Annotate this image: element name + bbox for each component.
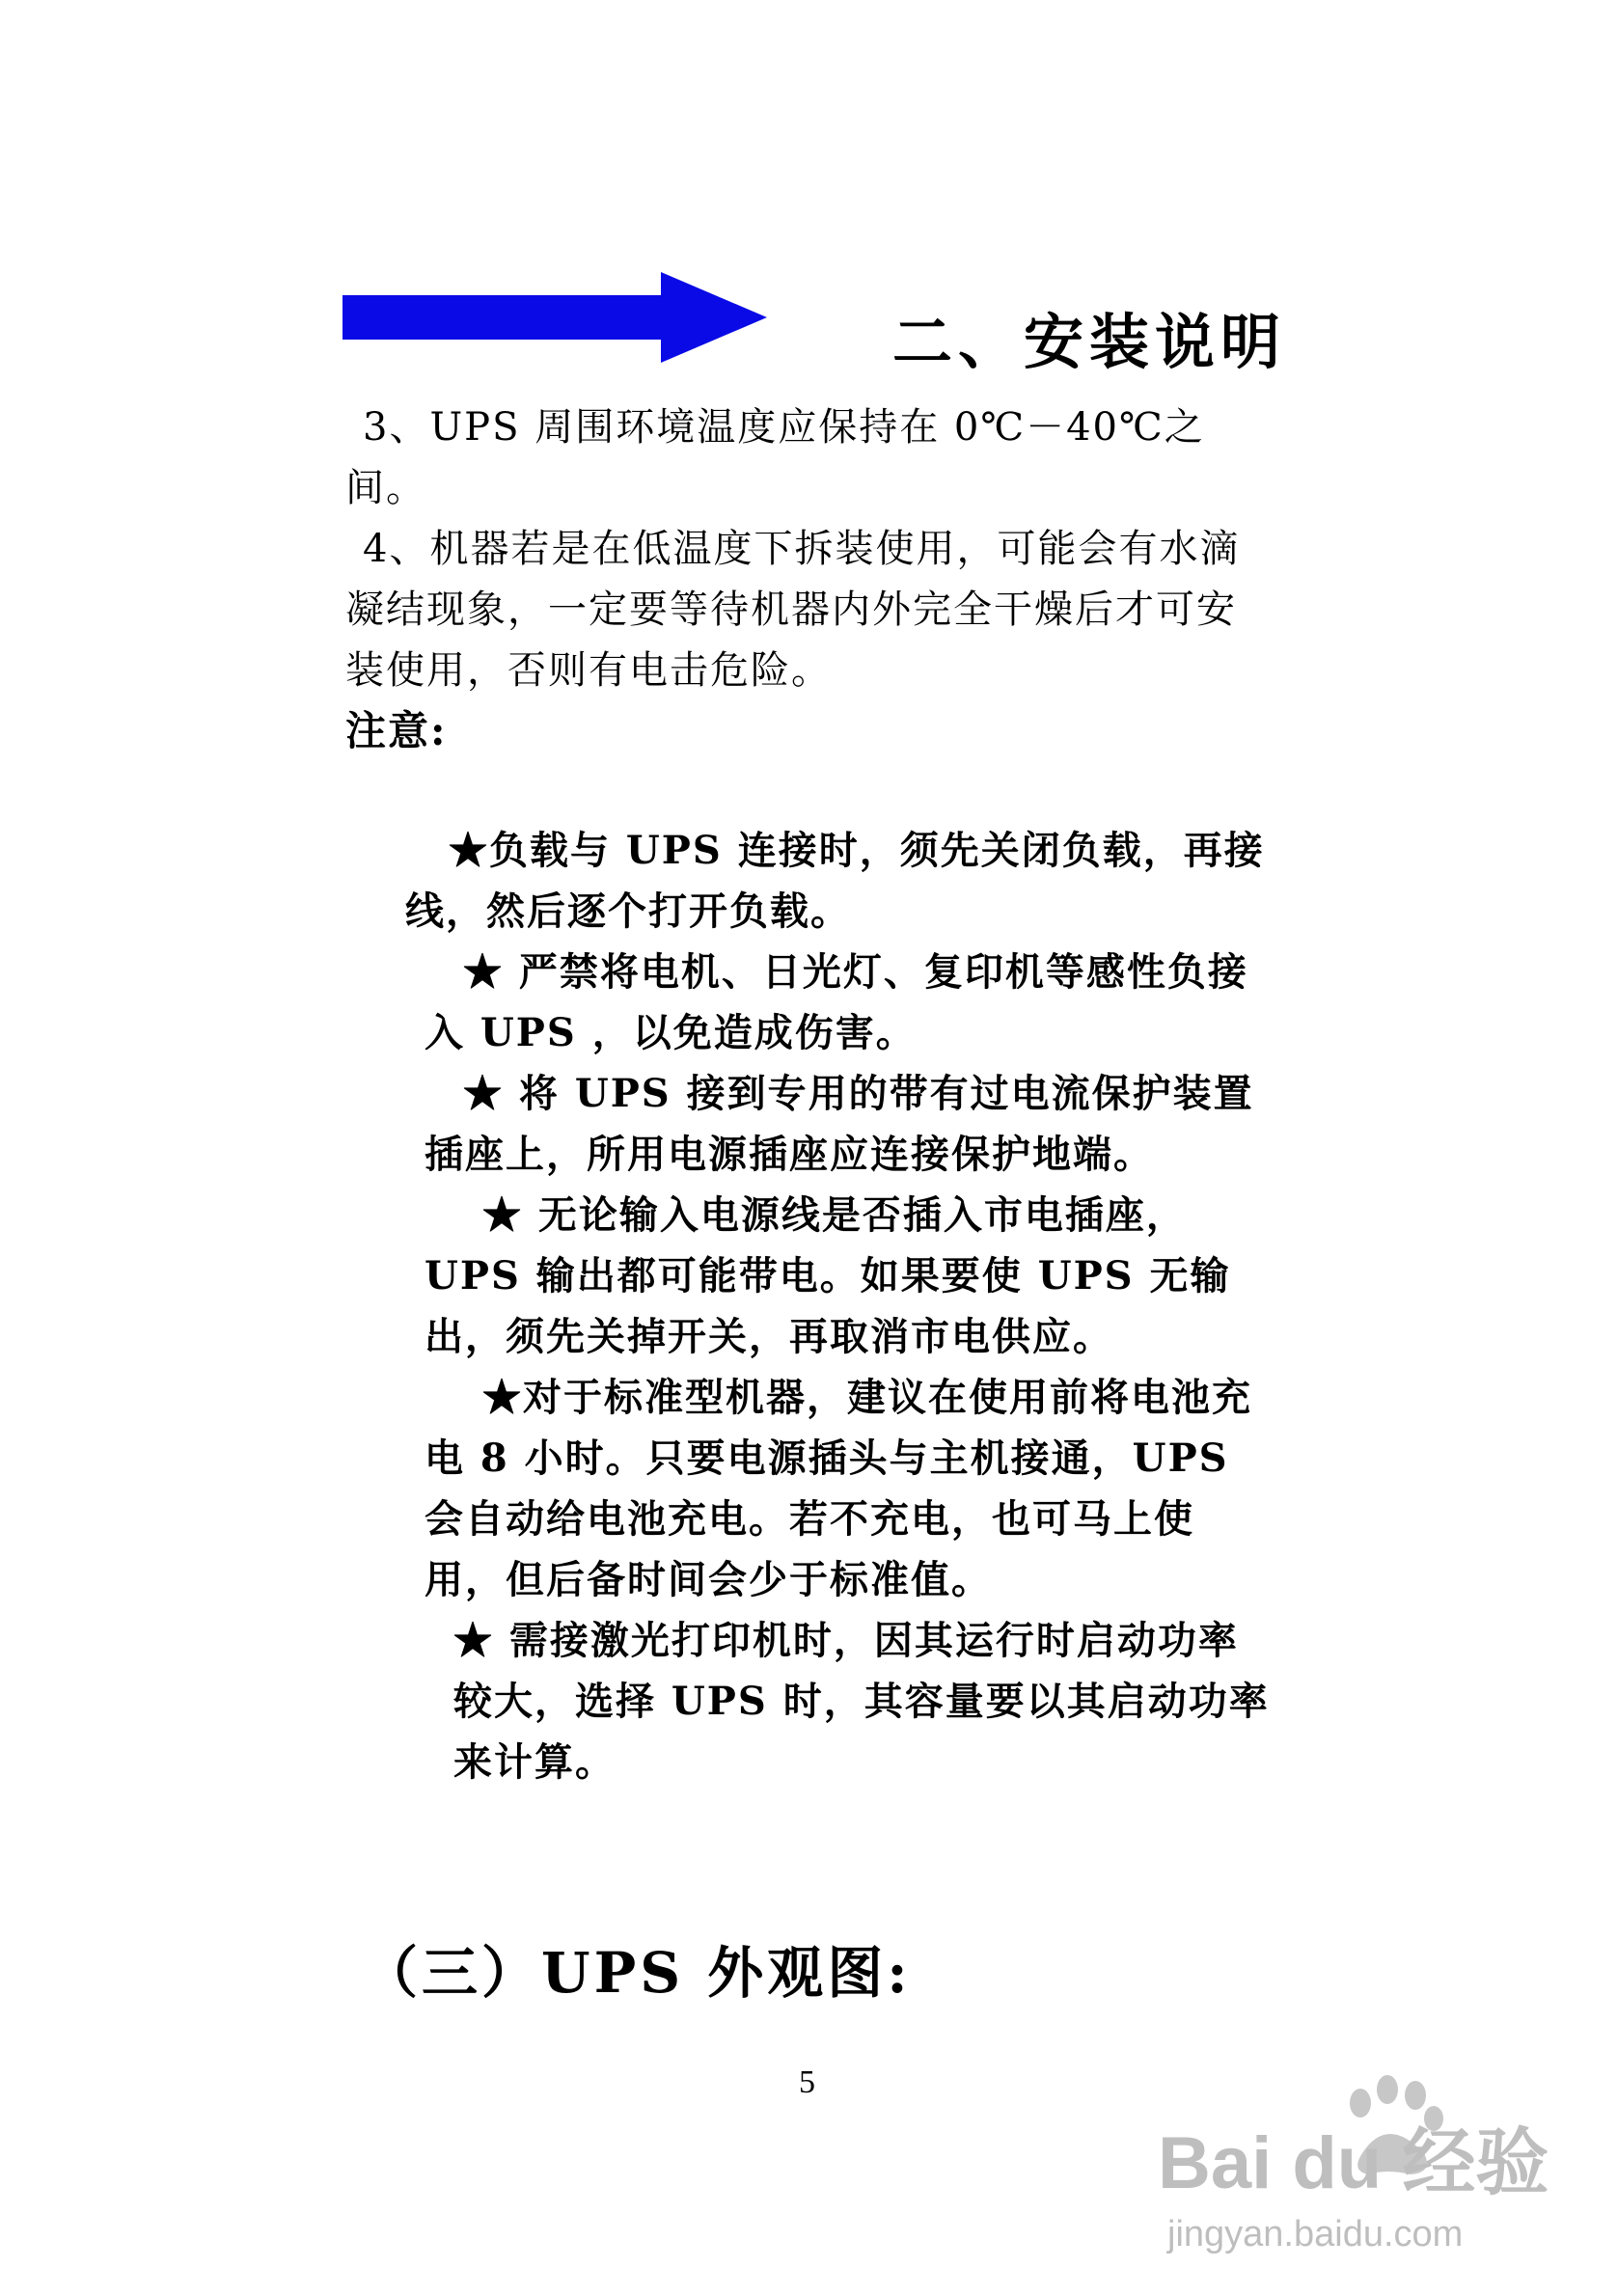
page-number: 5 (799, 2064, 815, 2100)
section-title: 二、安装说明 (892, 307, 1287, 377)
list-item: ★ 将 UPS 接到专用的带有过电流保护装置插座上，所用电源插座应连接保护地端。 (425, 1071, 1254, 1177)
intro-text (345, 397, 1276, 701)
subsection-title: （三）UPS 外观图: (362, 1940, 912, 2006)
intro-item-3: 3、UPS 周围环境温度应保持在 0℃－40℃之间。 (345, 405, 1205, 510)
notes-list (405, 820, 1274, 1792)
watermark-brand: Bai du 经验 (1158, 2122, 1549, 2204)
list-item: ★ 需接激光打印机时，因其运行时启动功率较大，选择 UPS 时，其容量要以其启动功率来计算。 (453, 1618, 1270, 1785)
right-arrow-icon (343, 272, 767, 363)
list-item: ★负载与 UPS 连接时，须先关闭负载，再接线，然后逐个打开负载。 (405, 828, 1265, 934)
list-item: ★对于标准型机器，建议在使用前将电池充电 8 小时。只要电源插头与主机接通，UPS 会自动给电池充电。若不充电，也可马上使用，但后备时间会少于标准值。 (425, 1375, 1252, 1602)
list-item: ★ 严禁将电机、日光灯、复印机等感性负接入 UPS ，以免造成伤害。 (425, 949, 1248, 1055)
note-heading: 注意: (345, 707, 448, 754)
watermark-url: jingyan.baidu.com (1167, 2214, 1464, 2255)
intro-item-4: 4、机器若是在低温度下拆装使用，可能会有水滴凝结现象，一定要等待机器内外完全干燥后才可安装使用，否则有电击危险。 (345, 527, 1241, 693)
baidu-jingyan-watermark-logo (1138, 2045, 1563, 2267)
list-item: ★ 无论输入电源线是否插入市电插座，UPS 输出都可能带电。如果要使 UPS 无输出，须先关掉开关，再取消市电供应。 (425, 1192, 1231, 1359)
